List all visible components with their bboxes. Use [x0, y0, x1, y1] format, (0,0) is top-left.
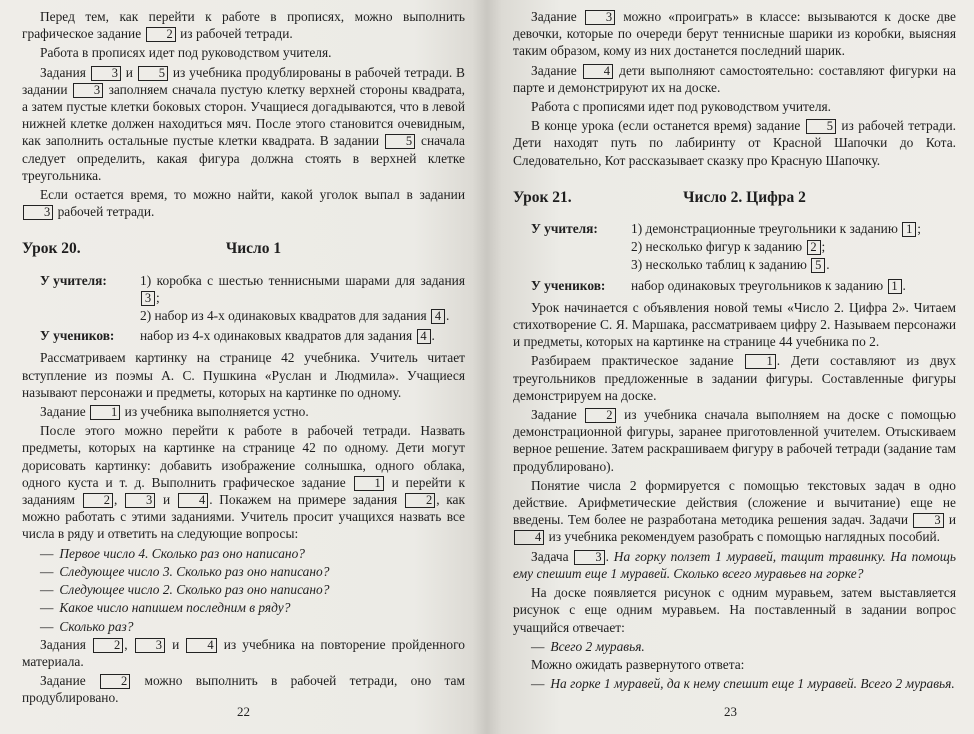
- materials-label: У учеников:: [40, 328, 115, 344]
- page-right: [487, 0, 974, 734]
- task-number-box: 5: [806, 119, 836, 134]
- task-number-box: 2: [100, 674, 130, 689]
- task-number-box: 3: [23, 205, 53, 220]
- task-number-box: 2: [83, 493, 113, 508]
- paragraph: Разбираем практическое задание 1 . Дети составляют из двух треугольников предложенные в задании фигуры. Составленные фигуры демонстрируем на доске.: [513, 353, 956, 403]
- paragraph: Работа в прописях идет под руководством учителя.: [40, 45, 332, 61]
- lesson-topic: Число 2. Цифра 2: [683, 188, 806, 206]
- task-number-box: 3: [913, 513, 943, 528]
- task-number-box: 4: [186, 638, 216, 653]
- task-number-box: 2: [146, 27, 176, 42]
- dialog-line: — На горке 1 муравей, да к нему спешит еще 1 муравей. Всего 2 муравья.: [531, 676, 955, 692]
- lesson-heading: [513, 189, 956, 206]
- materials-item: набор одинаковых треугольников к заданию 1 .: [631, 277, 906, 293]
- task-number-box: 4: [514, 530, 544, 545]
- dialog-line: — Сколько раз?: [40, 618, 134, 634]
- task-number-box: 1: [745, 354, 775, 369]
- task-number-box: 2: [405, 493, 435, 508]
- materials-item: 3) несколько таблиц к заданию 5 .: [631, 257, 830, 273]
- dialog-line: — Всего 2 муравья.: [531, 638, 645, 654]
- task-number-box: 1: [902, 222, 916, 237]
- task-number-box: 4: [178, 493, 208, 508]
- materials-label: У учеников:: [531, 277, 606, 293]
- task-number-box: 5: [138, 66, 168, 81]
- task-number-box: 3: [135, 638, 165, 653]
- paragraph: Задание 2 из учебника сначала выполняем на доске с помощью демонстрационной фигуры, заранее приготовленной учителем. Отыскиваем верное решение. Затем раскрашиваем фигуру в рабочей тетради (задание там продублировано).: [513, 407, 956, 474]
- task-number-box: 3: [141, 291, 155, 306]
- task-number-box: 1: [90, 405, 120, 420]
- task-number-box: 4: [583, 64, 613, 79]
- task-number-box: 2: [807, 240, 821, 255]
- lesson-topic: Число 1: [225, 240, 282, 258]
- paragraph: Рассматриваем картинку на странице 42 учебника. Учитель читает вступление из поэмы А. С. Пушкина «Руслан и Людмила». Учащиеся называют персонажи и предметы, которых на картинке по одному.: [22, 350, 465, 400]
- materials-item: 1) коробка с шестью теннисными шарами для задания 3 ;: [140, 272, 465, 305]
- materials-item: набор из 4-х одинаковых квадратов для задания 4 .: [140, 328, 435, 344]
- task-number-box: 3: [585, 10, 615, 25]
- teacher-materials: [513, 220, 956, 275]
- lesson-number: Урок 20.: [22, 240, 81, 258]
- task-number-box: 3: [574, 550, 604, 565]
- paragraph: Задания 2 , 3 и 4 из учебника на повторение пройденного материала.: [22, 636, 465, 669]
- paragraph: Урок начинается с объявления новой темы «Число 2. Цифра 2». Читаем стихотворение С. Я. Маршака, рассматриваем цифру 2. Называем персонажи и предметы, которых на картинке на странице 44 учебника по 2.: [513, 299, 956, 350]
- page-number: 23: [724, 703, 737, 719]
- teacher-materials: [22, 272, 465, 326]
- paragraph: Задача 3 . На горку ползет 1 муравей, тащит травинку. На помощь ему спешит еще 1 муравей. Сколько всего муравьев на горке?: [513, 548, 956, 581]
- lesson-heading: [22, 240, 465, 257]
- task-number-box: 5: [811, 258, 825, 273]
- task-number-box: 3: [125, 493, 155, 508]
- materials-label: У учителя:: [40, 272, 107, 288]
- task-number-box: 1: [888, 279, 902, 294]
- materials-item: 2) несколько фигур к заданию 2 ;: [631, 239, 826, 255]
- paragraph: Задания 3 и 5 из учебника продублированы в рабочей тетради. В задании 3 заполняем сначала пустую клетку верхней стороны квадрата, а затем пустые клетки боковых сторон. Учащиеся догадываются, что в левой нижней клетке должен находиться мяч. После этого становится очевидным, как заполнить остальные пустые клетки квадрата. В задании 5 сначала следует определить, какая фигура должна стоять в верхней клетке треугольника.: [22, 64, 465, 183]
- paragraph: Можно ожидать развернутого ответа:: [531, 656, 745, 672]
- paragraph: Если остается время, то можно найти, какой уголок выпал в задании 3 рабочей тетради.: [22, 186, 465, 220]
- task-number-box: 1: [354, 476, 384, 491]
- paragraph: На доске появляется рисунок с одним муравьем, затем выставляется рисунок с еще одним муравьем. На поставленный в задании вопрос учащийся отвечает:: [513, 585, 956, 635]
- page-number: 22: [237, 703, 250, 719]
- task-number-box: 4: [417, 329, 431, 344]
- paragraph: Понятие числа 2 формируется с помощью текстовых задач в одно действие. Арифметические действия (сложение и вычитание) еще не введены. Тем более не разработана методика решения задач. Задачи 3 и 4 из учебника рекомендуем разобрать с помощью наглядных пособий.: [513, 477, 956, 545]
- paragraph: После этого можно перейти к работе в рабочей тетради. Назвать предметы, которых на картинке на странице 42 по одному. Дети могут дорисовать картинку: добавить изображение солнышка, одного облака, одного куста и т. д. Выполнить графическое задание 1 и перейти к заданиям 2 , 3 и 4 . Покажем на примере задания 2 , как можно работать с этими заданиями. Учитель просит учащихся назвать все числа в ряду и ответить на следующие вопросы:: [22, 423, 466, 542]
- dialog-line: — Какое число напишем последним в ряду?: [40, 600, 291, 616]
- paragraph: Задание 3 можно «проиграть» в классе: вызываются к доске две девочки, которые по очереди берут теннисные шарики из коробки, выясняя таким образом, кому из них достанется последний шарик.: [513, 9, 956, 59]
- dialog-line: — Первое число 4. Сколько раз оно написано?: [40, 545, 305, 561]
- task-number-box: 3: [73, 83, 103, 98]
- paragraph: Задание 2 можно выполнить в рабочей тетради, оно там продублировано.: [22, 673, 465, 706]
- dialog-line: — Следующее число 3. Сколько раз оно написано?: [40, 563, 330, 579]
- dialog-line: — Следующее число 2. Сколько раз оно написано?: [40, 582, 330, 598]
- task-number-box: 4: [431, 309, 445, 324]
- materials-label: У учителя:: [531, 221, 598, 237]
- materials-item: 1) демонстрационные треугольники к заданию 1 ;: [631, 221, 921, 237]
- lesson-number: Урок 21.: [513, 188, 572, 206]
- task-number-box: 3: [91, 66, 121, 81]
- materials-item: 2) набор из 4-х одинаковых квадратов для задания 4 .: [140, 308, 450, 324]
- task-number-box: 5: [385, 134, 415, 149]
- task-number-box: 2: [585, 408, 615, 423]
- paragraph: Работа с прописями идет под руководством учителя.: [531, 99, 832, 115]
- paragraph: В конце урока (если останется время) задание 5 из рабочей тетради. Дети находят путь по лабиринту от Красной Шапочки до Кота. Следовательно, Кот рассказывает сказку про Красную Шапочку.: [513, 118, 957, 168]
- paragraph: Задание 1 из учебника выполняется устно.: [40, 404, 309, 420]
- student-materials: [22, 327, 465, 345]
- paragraph: Задание 4 дети выполняют самостоятельно: составляют фигурки на парте и демонстрируют их на доске.: [513, 62, 956, 95]
- task-number-box: 2: [93, 638, 123, 653]
- paragraph: Перед тем, как перейти к работе в прописях, можно выполнить графическое задание 2 из рабочей тетради.: [22, 9, 465, 42]
- student-materials: [513, 277, 956, 295]
